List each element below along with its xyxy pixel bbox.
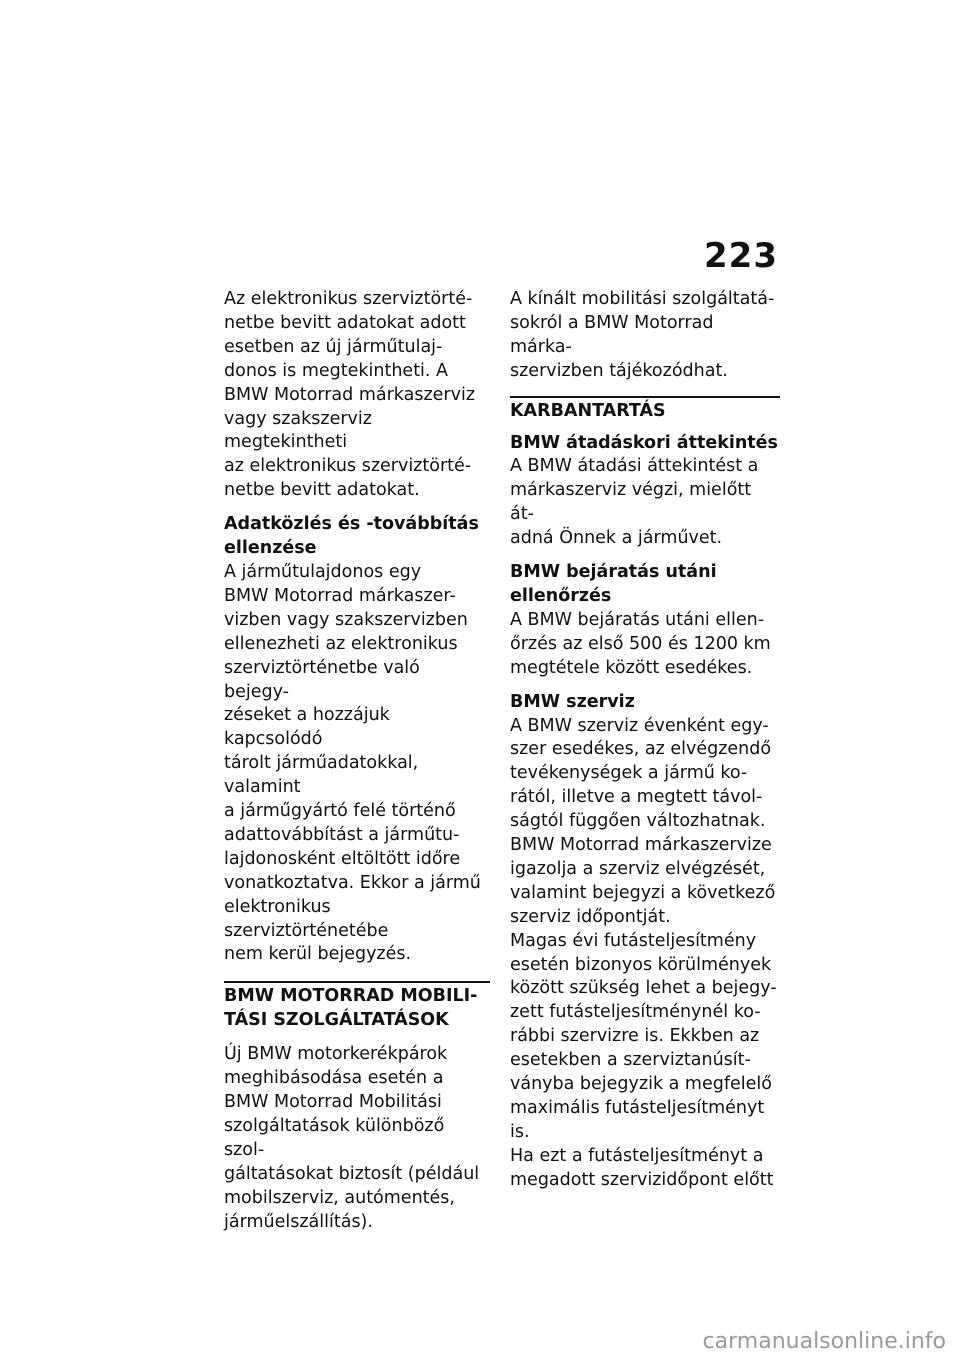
left-column	[224, 288, 490, 1234]
intro-paragraph: Az elektronikus szerviztörté- netbe bevitt adatokat adott esetben az új járműtulaj- donos is megtekintheti. A BMW Motorrad márkaszerviz vagy szakszerviz megtekintheti az elektronikus szerviztörté- netbe bevitt adatokat.	[224, 289, 476, 501]
service-heading: BMW szerviz	[510, 691, 635, 712]
breakin-heading: BMW bejáratás utáni ellenőrzés	[510, 562, 717, 606]
watermark: carmanualsonline.info	[702, 1329, 946, 1354]
objection-paragraph: A járműtulajdonos egy BMW Motorrad márkaszer- vizben vagy szakszervizben ellenezheti az elektronikus szerviztörténetbe való bejegy- zéseket a hozzájuk kapcsolódó tárolt járműadatokkal, valamint a járműgyártó felé történő adattovábbítást a járműtu- lajdonosként eltöltött időre vonatkoztatva. Ekkor a jármű elektronikus szerviztörténetébe nem kerül bejegyzés.	[224, 561, 481, 965]
maintenance-section-heading: KARBANTARTÁS	[510, 400, 666, 421]
right-column	[510, 288, 780, 1193]
high-mileage-paragraph: Magas évi futásteljesítmény esetén bizonyos körülmények között szükség lehet a bejegy- zett futásteljesítménynél ko- rábbi szervizre is. Ekkben az esetekben a szerviztanúsít- ványba bejegyzik a megfelelő maximális futásteljesítményt is. Ha ezt a futásteljesítményt a megadott szervizidőpont előtt	[510, 930, 777, 1190]
mobility-section-heading: BMW MOTORRAD MOBILI- TÁSI SZOLGÁLTATÁSOK	[224, 986, 478, 1031]
handover-paragraph: A BMW átadási áttekintést a márkaszerviz végzi, mielőtt át- adná Önnek a járművet.	[510, 456, 759, 549]
breakin-paragraph: A BMW bejáratás utáni ellen- őrzés az első 500 és 1200 km megtétele között esedékes.	[510, 609, 771, 678]
page-number: 223	[704, 236, 778, 276]
mobility-paragraph: Új BMW motorkerékpárok meghibásodása esetén a BMW Motorrad Mobilitási szolgáltatások különböző szol- gáltatásokat biztosít (például mobilszerviz, autómentés, járműelszállítás).	[224, 1044, 480, 1232]
service-paragraph: A BMW szerviz évenként egy- szer esedékes, az elvégzendő tevékenységek a jármű ko- rától, illetve a megtett távol- ságtól függően változhatnak. BMW Motorrad márkaszervize igazolja a szerviz elvégzését, valamint bejegyzi a következő szerviz időpontját.	[510, 715, 776, 927]
objection-heading: Adatközlés és -továbbítás ellenzése	[224, 514, 479, 559]
handover-heading: BMW átadáskori áttekintés	[510, 432, 778, 453]
mobility-info-paragraph: A kínált mobilitási szolgáltatá- sokról a BMW Motorrad márka- szervizben tájékozódhat.	[510, 289, 775, 381]
